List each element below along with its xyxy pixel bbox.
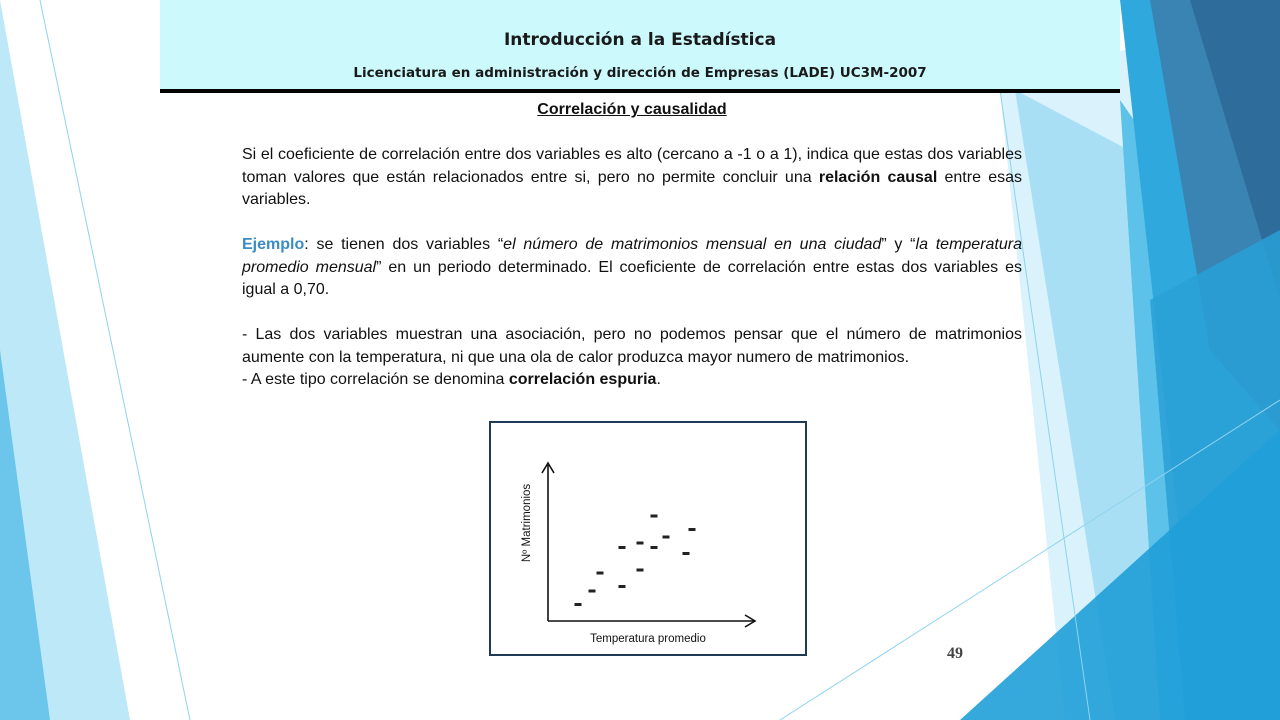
page-number: 49 [947, 645, 963, 662]
scatter-point-8 [651, 546, 658, 549]
course-title: Introducción a la Estadística [503, 30, 777, 50]
variable-marriages: el número de matrimonios mensual en una ciudad [503, 236, 882, 253]
example-label: Ejemplo [242, 236, 305, 253]
scatter-plot [491, 423, 805, 654]
variable-temperature: la temperatura promedio mensual [242, 236, 1023, 276]
scatter-point-11 [683, 552, 690, 555]
scatter-point-5 [619, 546, 626, 549]
paragraph-text: Si el coeficiente de correlación entre dos variables es alto (cercano a -1 o a 1), indica que estas dos variables toman valores que están relacionados entre si, pero no permite concluir una [242, 146, 1022, 186]
scatter-point-4 [619, 585, 626, 588]
paragraph-association: - Las dos variables muestran una asociación, pero no podemos pensar que el número de matrimonios aumente con la temperatura, ni que una ola de calor produzca mayor numero de matrimonios. [242, 326, 1022, 366]
paragraph-text: . [656, 371, 661, 388]
scatter-point-3 [597, 572, 604, 575]
paragraph-text: entre esas variables. [242, 168, 1022, 208]
paragraph-text: ” y “ [881, 236, 916, 253]
data-points [575, 515, 696, 607]
scatter-figure [489, 421, 807, 656]
course-subtitle: Licenciatura en administración y dirección de Empresas (LADE) UC3M-2007 [353, 65, 927, 81]
keyword-spurious: correlación espuria [508, 371, 657, 388]
paragraph-definition [242, 144, 1022, 212]
y-axis-label: Nº Matrimonios [521, 483, 533, 563]
x-axis-label: Temperatura promedio [590, 633, 706, 645]
scatter-point-12 [689, 528, 696, 531]
scatter-point-9 [651, 515, 658, 518]
paragraph-spurious [242, 369, 1022, 392]
keyword-causal: relación causal [818, 168, 938, 186]
slide-header [160, 0, 1120, 90]
header-divider [160, 89, 1120, 93]
y-axis [542, 463, 554, 621]
paragraph-example [242, 234, 1022, 302]
paragraph-text: - A este tipo correlación se denomina [242, 371, 509, 388]
scatter-point-7 [637, 542, 644, 545]
x-axis [548, 615, 755, 627]
paragraph-text: : se tienen dos variables “ [304, 236, 504, 253]
slide-body [242, 144, 1022, 392]
paragraph-text: ” en un periodo determinado. El coeficiente de correlación entre estas dos variables es igual a 0,70. [242, 258, 1023, 298]
slide-heading: Correlación y causalidad [537, 101, 727, 118]
scatter-point-2 [589, 590, 596, 593]
scatter-point-6 [637, 569, 644, 572]
scatter-point-1 [575, 603, 582, 606]
scatter-point-10 [663, 536, 670, 539]
